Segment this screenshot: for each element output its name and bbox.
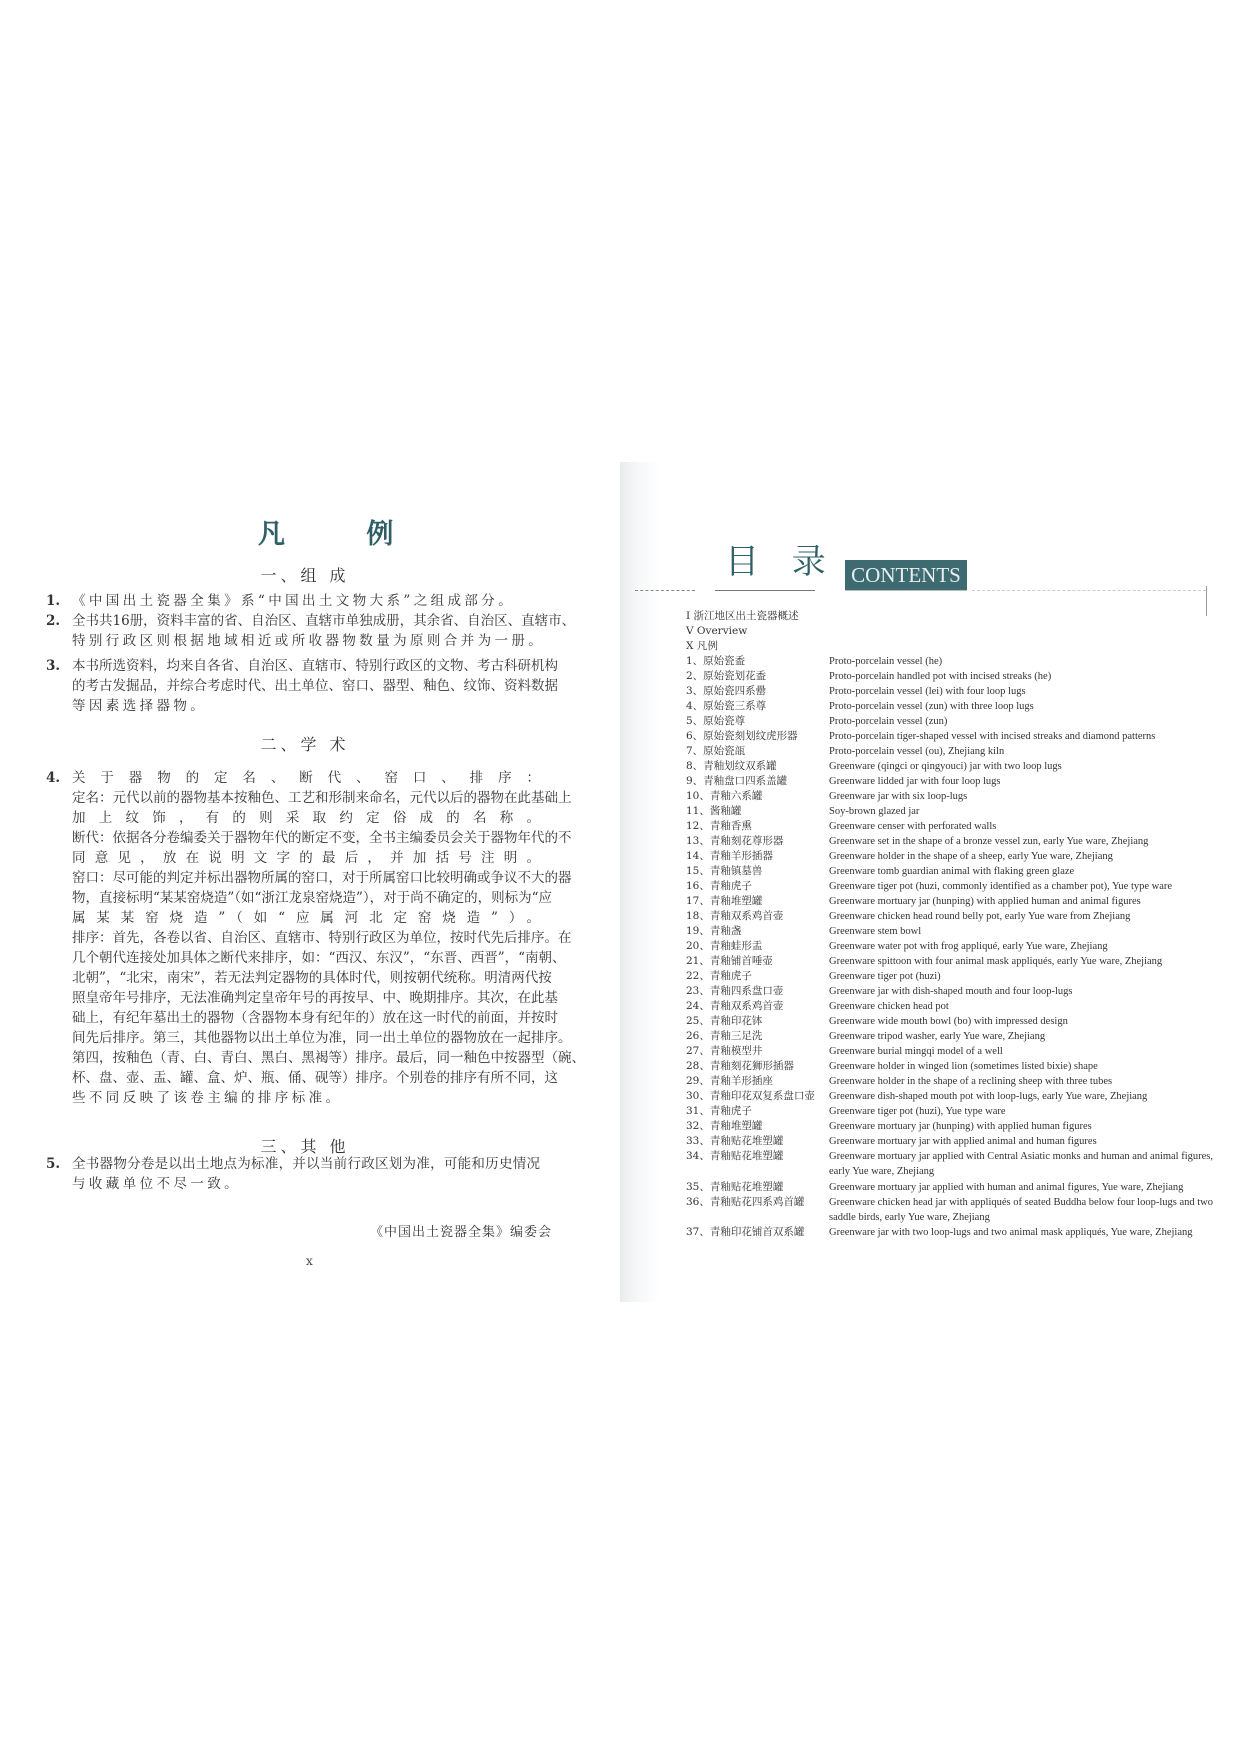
toc-entry-english: Proto-porcelain vessel (zun): [829, 716, 948, 727]
section-heading-other: 三、其 他: [260, 1137, 350, 1156]
toc-entry-chinese: V Overview: [686, 625, 748, 637]
toc-entry-english: Greenware jar with two loop-lugs and two animal mask appliqués, Yue ware, Zhejiang: [829, 1227, 1193, 1238]
toc-entry-english: Greenware lidded jar with four loop lugs: [829, 776, 1001, 787]
toc-entry-chinese: 26、青釉三足洗: [686, 1030, 763, 1042]
toc-entry-chinese: 33、青釉贴花堆塑罐: [686, 1135, 784, 1147]
toc-entry-chinese: 35、青釉贴花堆塑罐: [686, 1181, 784, 1193]
divider: [1206, 586, 1207, 616]
toc-entry-english: Greenware censer with perforated walls: [829, 821, 997, 832]
toc-entry-chinese: 20、青釉蛙形盂: [686, 940, 763, 952]
paragraph-line: 物，直接标明“某某窑烧造”（如“浙江龙泉窑烧造”），对于尚不确定的，则标为“应: [72, 890, 553, 906]
toc-entry-chinese: 2、原始瓷划花盉: [686, 670, 767, 682]
toc-entry-chinese: 9、青釉盘口四系盖罐: [686, 775, 788, 787]
paragraph-line: 特别行政区则根据地域相近或所收器物数量为原则合并为一册。: [72, 633, 546, 649]
toc-entry-english: Greenware stem bowl: [829, 926, 922, 937]
paragraph-line: 窑口：尽可能的判定并标出器物所属的窑口，对于所属窑口比较明确或争议不大的器: [72, 870, 572, 886]
toc-entry-english: Greenware holder in the shape of a sheep, early Yue ware, Zhejiang: [829, 851, 1113, 862]
paragraph-line: 与收藏单位不尽一致。: [72, 1176, 241, 1192]
page-title: 凡 例: [258, 519, 430, 550]
toc-entry-english: Greenware tiger pot (huzi, commonly identified as a chamber pot), Yue type ware: [829, 881, 1173, 892]
toc-entry-english: Greenware holder in the shape of a reclining sheep with three tubes: [829, 1076, 1113, 1087]
paragraph-line: 《中国出土瓷器全集》系“中国出土文物大系”之组成部分。: [72, 593, 516, 609]
toc-entry-chinese: 12、青釉香熏: [686, 820, 752, 832]
toc-entry-chinese: 36、青釉贴花四系鸡首罐: [686, 1196, 805, 1208]
toc-entry-english: Greenware burial mingqi model of a well: [829, 1046, 1003, 1057]
toc-entry-english: Greenware chicken head pot: [829, 1001, 949, 1012]
toc-entry-chinese: I 浙江地区出土瓷器概述: [686, 610, 799, 622]
toc-entry-chinese: 19、青釉盏: [686, 925, 742, 937]
paragraph-line: 断代：依据各分卷编委关于器物年代的断定不变，全书主编委员会关于器物年代的不: [72, 830, 572, 846]
toc-entry-english: Greenware spittoon with four animal mask appliqués, early Yue ware, Zhejiang: [829, 956, 1163, 967]
toc-entry-english: Proto-porcelain handled pot with incised streaks (he): [829, 671, 1052, 682]
toc-entry-english: Greenware (qingci or qingyouci) jar with two loop lugs: [829, 761, 1062, 772]
toc-entry-chinese: 8、青釉划纹双系罐: [686, 760, 777, 772]
toc-entry-english: Proto-porcelain vessel (lei) with four loop lugs: [829, 686, 1026, 697]
toc-entry-chinese: 13、青釉刻花尊形器: [686, 835, 784, 847]
toc-entry-english: Greenware water pot with frog appliqué, early Yue ware, Zhejiang: [829, 941, 1108, 952]
paragraph-line: 全书器物分卷是以出土地点为标准，并以当前行政区划为准，可能和历史情况: [72, 1156, 540, 1172]
paragraph-line: 定名：元代以前的器物基本按釉色、工艺和形制来命名，元代以后的器物在此基础上: [72, 790, 572, 806]
toc-entry-chinese: 25、青釉印花钵: [686, 1015, 763, 1027]
toc-entry-chinese: 5、原始瓷尊: [686, 715, 746, 727]
toc-entry-chinese: 24、青釉双系鸡首壶: [686, 1000, 784, 1012]
toc-entry-english: Greenware mortuary jar (hunping) with applied human figures: [829, 1121, 1092, 1132]
divider: [635, 590, 695, 592]
toc-entry-english: Greenware mortuary jar applied with Central Asiatic monks and human and animal figures,: [829, 1151, 1214, 1162]
toc-entry-chinese: 18、青釉双系鸡首壶: [686, 910, 784, 922]
toc-entry-chinese: 15、青釉镇墓兽: [686, 865, 763, 877]
toc-entry-english: Greenware jar with dish-shaped mouth and four loop-lugs: [829, 986, 1073, 997]
paragraph-line: 础上，有纪年墓出土的器物（含器物本身有纪年的）放在这一时代的前面，并按时: [72, 1010, 558, 1026]
toc-entry-english: Greenware holder in winged lion (sometimes listed bixie) shape: [829, 1061, 1098, 1072]
divider: [972, 590, 1206, 592]
paragraph-line: 第四，按釉色（青、白、青白、黑白、黑褐等）排序。最后，同一釉色中按器型（碗、: [72, 1050, 585, 1066]
item-number: 1.: [46, 593, 61, 609]
toc-entry-chinese: 28、青釉刻花狮形插器: [686, 1060, 794, 1072]
paragraph-line: 北朝”，“北宋，南宋”，若无法判定器物的具体时代，则按朝代统称。明清两代按: [72, 970, 552, 986]
contents-badge: CONTENTS: [845, 560, 967, 590]
section-heading-composition: 一、组 成: [260, 566, 350, 585]
toc-entry-chinese: 16、青釉虎子: [686, 880, 752, 892]
toc-entry-english: Greenware jar with six loop-lugs: [829, 791, 968, 802]
toc-entry-chinese: 3、原始瓷四系罍: [686, 685, 767, 697]
toc-entry-chinese: 4、原始瓷三系尊: [686, 700, 767, 712]
section-heading-academic: 二、学 术: [260, 735, 350, 754]
toc-entry-english: Greenware tomb guardian animal with flaking green glaze: [829, 866, 1075, 877]
toc-entry-english: Greenware chicken head round belly pot, early Yue ware from Zhejiang: [829, 911, 1131, 922]
toc-entry-chinese: 6、原始瓷刻划纹虎形器: [686, 730, 798, 742]
toc-entry-english-continued: saddle birds, early Yue ware, Zhejiang: [829, 1212, 990, 1223]
item-number: 3.: [46, 658, 61, 674]
toc-entry-chinese: 17、青釉堆塑罐: [686, 895, 763, 907]
paragraph-line: 排序：首先，各卷以省、自治区、直辖市、特别行政区为单位，按时代先后排序。在: [72, 930, 572, 946]
left-page: [0, 0, 610, 1754]
toc-entry-english: Greenware mortuary jar applied with human and animal figures, Yue ware, Zhejiang: [829, 1182, 1184, 1193]
toc-entry-chinese: 37、青釉印花铺首双系罐: [686, 1226, 805, 1238]
toc-entry-chinese: 29、青釉羊形插座: [686, 1075, 773, 1087]
toc-entry-chinese: 23、青釉四系盘口壶: [686, 985, 784, 997]
toc-entry-english: Soy-brown glazed jar: [829, 806, 920, 817]
item-number: 4.: [46, 770, 61, 786]
item-number: 2.: [46, 613, 61, 629]
divider: [845, 590, 967, 591]
toc-entry-english: Proto-porcelain vessel (zun) with three loop lugs: [829, 701, 1034, 712]
toc-entry-english: Greenware set in the shape of a bronze vessel zun, early Yue ware, Zhejiang: [829, 836, 1149, 847]
toc-entry-english: Greenware tiger pot (huzi), Yue type ware: [829, 1106, 1006, 1117]
toc-entry-chinese: 30、青釉印花双复系盘口壶: [686, 1090, 815, 1102]
toc-entry-english: Greenware mortuary jar with applied animal and human figures: [829, 1136, 1097, 1147]
toc-entry-english: Proto-porcelain tiger-shaped vessel with incised streaks and diamond patterns: [829, 731, 1156, 742]
toc-entry-chinese: 11、酱釉罐: [686, 805, 742, 817]
paragraph-line: 本书所选资料，均来自各省、自治区、直辖市、特别行政区的文物、考古科研机构: [72, 658, 558, 674]
divider: [715, 590, 815, 591]
paragraph-line: 加上纹饰，有的则采取约定俗成的名称。: [72, 810, 540, 826]
page-number: x: [306, 1254, 313, 1268]
paragraph-line: 几个朝代连接处加具体之断代来排序，如：“西汉、东汉”，“东晋、西晋”，“南朝、: [72, 950, 566, 966]
paragraph-line: 间先后排序。第三，其他器物以出土单位为准，同一出土单位的器物放在一起排序。: [72, 1030, 572, 1046]
toc-entry-english-continued: early Yue ware, Zhejiang: [829, 1166, 935, 1177]
right-page: [620, 462, 1215, 1302]
toc-entry-chinese: 32、青釉堆塑罐: [686, 1120, 763, 1132]
paragraph-line: 杯、盘、壶、盂、罐、盒、炉、瓶、俑、砚等）排序。个别卷的排序有所不同，这: [72, 1070, 558, 1086]
toc-entry-english: Proto-porcelain vessel (ou), Zhejiang kiln: [829, 746, 1005, 757]
toc-entry-english: Greenware tripod washer, early Yue ware, Zhejiang: [829, 1031, 1046, 1042]
toc-entry-chinese: 21、青釉铺首唾壶: [686, 955, 773, 967]
toc-entry-english: Greenware mortuary jar (hunping) with applied human and animal figures: [829, 896, 1141, 907]
toc-entry-chinese: 1、原始瓷盉: [686, 655, 746, 667]
paragraph-line: 同意见，放在说明文字的最后，并加括号注明。: [72, 850, 540, 866]
contents-title-chinese: 目 录: [725, 542, 826, 582]
paragraph-line: 全书共16册，资料丰富的省、自治区、直辖市单独成册，其余省、自治区、直辖市、: [72, 613, 576, 629]
toc-entry-english: Greenware tiger pot (huzi): [829, 971, 941, 982]
toc-entry-chinese: 10、青釉六系罐: [686, 790, 763, 802]
toc-entry-chinese: 7、原始瓷瓿: [686, 745, 746, 757]
paragraph-line: 些不同反映了该卷主编的排序标准。: [72, 1090, 343, 1106]
toc-entry-chinese: 34、青釉贴花堆塑罐: [686, 1150, 784, 1162]
toc-entry-english: Greenware chicken head jar with appliqués of seated Buddha below four loop-lugs and two: [829, 1197, 1214, 1208]
toc-entry-english: Proto-porcelain vessel (he): [829, 656, 943, 667]
toc-entry-chinese: 27、青釉模型井: [686, 1045, 763, 1057]
toc-entry-chinese: 14、青釉羊形插器: [686, 850, 773, 862]
editorial-committee-signature: 《中国出土瓷器全集》编委会: [370, 1225, 553, 1240]
toc-entry-chinese: 31、青釉虎子: [686, 1105, 752, 1117]
toc-entry-chinese: X 凡例: [686, 640, 718, 652]
paragraph-line: 的考古发掘品，并综合考虑时代、出土单位、窑口、器型、釉色、纹饰、资料数据: [72, 678, 558, 694]
paragraph-line: 属某某窑烧造”（如“应属河北定窑烧造”）。: [72, 910, 540, 926]
toc-entry-chinese: 22、青釉虎子: [686, 970, 752, 982]
paragraph-line: 关于器物的定名、断代、窑口、排序：: [72, 770, 540, 786]
paragraph-line: 照皇帝年号排序，无法准确判定皇帝年号的再按早、中、晚期排序。其次，在此基: [72, 990, 558, 1006]
item-number: 5.: [46, 1156, 61, 1172]
toc-entry-english: Greenware dish-shaped mouth pot with loop-lugs, early Yue ware, Zhejiang: [829, 1091, 1148, 1102]
paragraph-line: 等因素选择器物。: [72, 698, 208, 714]
toc-entry-english: Greenware wide mouth bowl (bo) with impressed design: [829, 1016, 1068, 1027]
